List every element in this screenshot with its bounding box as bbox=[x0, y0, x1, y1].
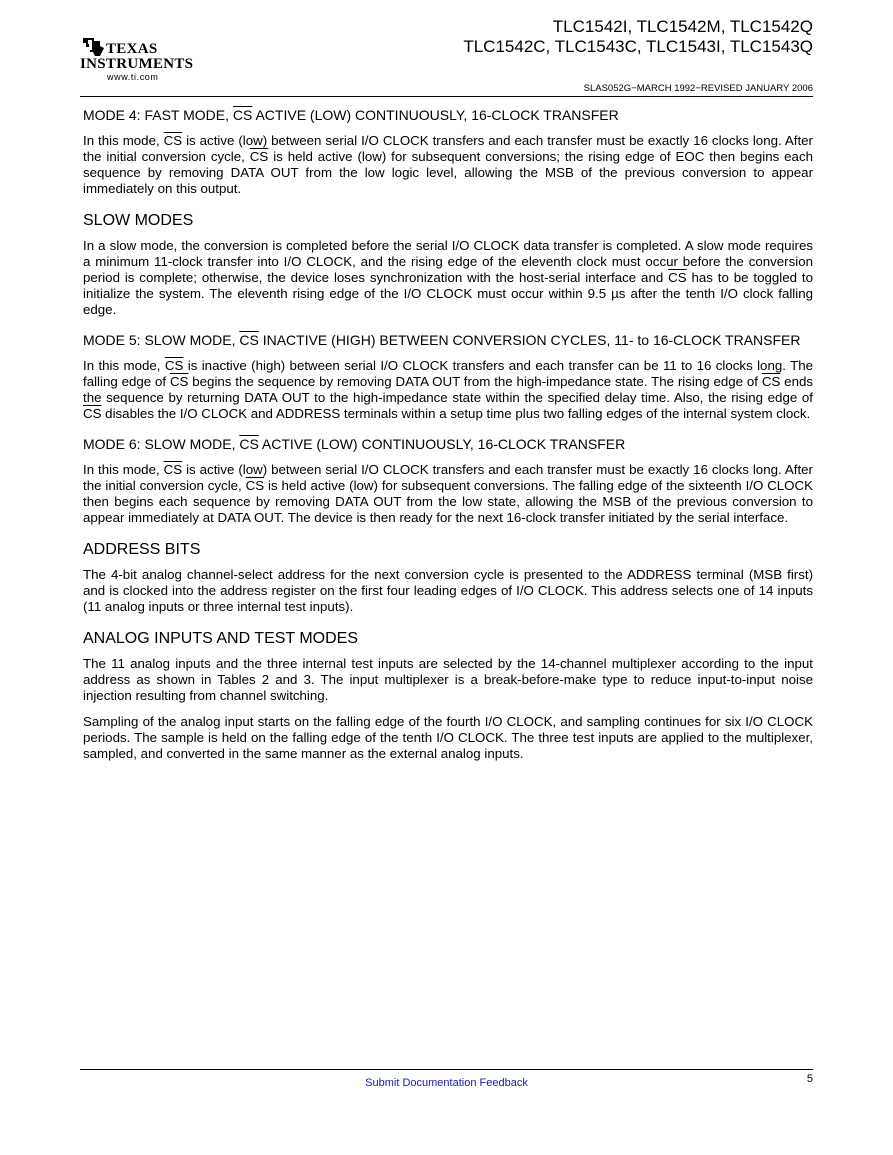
text-run: disables the I/O CLOCK and ADDRESS terminals within a setup time plus two falling edges of the internal system clock. bbox=[101, 406, 811, 421]
footer-divider bbox=[80, 1069, 813, 1070]
cs-overline: CS bbox=[232, 107, 253, 123]
document-title bbox=[463, 17, 813, 57]
text-run: has to be toggled to initialize the system. The eleventh rising edge of the I/O CLOCK must occur within 9.5 µs after the tenth I/O clock falling edge. bbox=[83, 270, 813, 317]
mode5-paragraph bbox=[83, 358, 813, 422]
address-bits-paragraph: The 4-bit analog channel-select address for the next conversion cycle is presented to the ADDRESS terminal (MSB first) and is clocked into the address register on the first four leading edges of I/O CLOCK. This address selects one of 14 inputs (11 analog inputs or three internal test inputs). bbox=[83, 567, 813, 614]
main-content bbox=[83, 107, 813, 772]
mode4-paragraph bbox=[83, 133, 813, 197]
mode5-heading bbox=[83, 332, 813, 349]
cs-overline: CS bbox=[239, 332, 259, 348]
mode6-heading bbox=[83, 436, 813, 453]
mode4-heading bbox=[83, 107, 813, 124]
ti-logo-icon bbox=[80, 36, 106, 58]
cs-overline: CS bbox=[239, 436, 259, 452]
heading-text: ACTIVE (LOW) CONTINUOUSLY, 16-CLOCK TRANSFER bbox=[252, 107, 619, 123]
feedback-link[interactable]: Submit Documentation Feedback bbox=[365, 1077, 528, 1089]
analog-inputs-heading: ANALOG INPUTS AND TEST MODES bbox=[83, 630, 359, 647]
brand-name-line1: TEXAS bbox=[106, 41, 158, 57]
text-run: is active (low) between serial I/O CLOCK transfers and each transfer must be exactly 16 clocks long. After the initial conversion cycle, bbox=[83, 133, 813, 164]
heading-text: ACTIVE (LOW) CONTINUOUSLY, 16-CLOCK TRANSFER bbox=[258, 436, 626, 452]
heading-text: MODE 5: SLOW MODE, bbox=[83, 332, 240, 348]
text-run: In this mode, bbox=[83, 462, 164, 477]
text-run: In this mode, bbox=[83, 358, 165, 373]
text-run: ends the sequence by returning DATA OUT to the high-impedance state within the specified delay time. Also, the rising edge of bbox=[83, 374, 814, 405]
cs-overline: $\overline{CS}$ bbox=[163, 462, 183, 477]
title-line-1: TLC1542I, TLC1542M, TLC1542Q bbox=[552, 17, 813, 36]
brand-name-line2: INSTRUMENTS bbox=[80, 56, 194, 72]
cs-overline: $\overline{CS}$ bbox=[245, 478, 265, 493]
page-number: 5 bbox=[806, 1073, 813, 1085]
ti-logo bbox=[80, 34, 200, 84]
cs-overline: $\overline{CS}$ bbox=[164, 358, 184, 373]
heading-text: INACTIVE (HIGH) BETWEEN CONVERSION CYCLES, 11- to 16-CLOCK TRANSFER bbox=[258, 332, 801, 348]
cs-overline: $\overline{CS}$ bbox=[761, 374, 781, 389]
text-run: is inactive (high) between serial I/O CLOCK transfers and each transfer can be 11 to 16 clocks long. The falling edge of bbox=[83, 358, 813, 389]
cs-overline: $\overline{CS}$ bbox=[249, 149, 269, 164]
text-run: is held active (low) for subsequent conversions. The falling edge of the sixteenth I/O CLOCK then begins each sequence by removing DATA OUT from the low state, allowing the MSB of the previous conversion to appear immediately at DATA OUT. The device is then ready for the next 16-clock transfer initiated by the serial interface. bbox=[83, 478, 814, 525]
mode6-paragraph bbox=[83, 462, 813, 526]
text-run: is active (low) between serial I/O CLOCK transfers and each transfer must be exactly 16 clocks long. After the initial conversion cycle, bbox=[83, 462, 813, 493]
text-run: In this mode, bbox=[83, 133, 164, 148]
heading-text: MODE 6: SLOW MODE, bbox=[83, 436, 240, 452]
brand-url: www.ti.com bbox=[107, 72, 159, 82]
cs-overline: $\overline{CS}$ bbox=[169, 374, 189, 389]
address-bits-heading: ADDRESS BITS bbox=[83, 541, 201, 558]
document-id: SLAS052G−MARCH 1992−REVISED JANUARY 2006 bbox=[583, 83, 813, 94]
analog-inputs-paragraph-2: Sampling of the analog input starts on the falling edge of the fourth I/O CLOCK, and sampling continues for six I/O CLOCK periods. The sample is held on the falling edge of the tenth I/O CLOCK. The three test inputs are applied to the multiplexer, sampled, and converted in the same manner as the external analog inputs. bbox=[83, 714, 813, 761]
cs-overline: $\overline{CS}$ bbox=[668, 270, 687, 285]
cs-overline: $\overline{CS}$ bbox=[163, 133, 183, 148]
slow-modes-paragraph bbox=[83, 238, 813, 318]
text-run: is held active (low) for subsequent conversions; the rising edge of EOC then begins each sequence by removing DATA OUT from the low logic level, allowing the MSB of the previous conversion to appear immediately on this output. bbox=[83, 149, 813, 196]
title-line-2: TLC1542C, TLC1543C, TLC1543I, TLC1543Q bbox=[463, 37, 813, 56]
text-run: begins the sequence by removing DATA OUT from the high-impedance state. The rising edge of bbox=[188, 374, 762, 389]
slow-modes-heading: SLOW MODES bbox=[83, 212, 194, 229]
cs-overline: $\overline{CS}$ bbox=[83, 406, 102, 421]
header-divider bbox=[80, 96, 813, 97]
text-run: In a slow mode, the conversion is completed before the serial I/O CLOCK data transfer is completed. A slow mode requires a minimum 11-clock transfer into I/O CLOCK, and the rising edge of the eleventh clock must occur before the conversion period is complete; otherwise, the device loses synchronization with the host-serial interface and bbox=[83, 238, 813, 285]
analog-inputs-paragraph-1: The 11 analog inputs and the three internal test inputs are selected by the 14-channel multiplexer according to the input address as shown in Tables 2 and 3. The input multiplexer is a break-before-make type to reduce input-to-input noise injection resulting from channel switching. bbox=[83, 656, 813, 703]
heading-text: MODE 4: FAST MODE, bbox=[83, 107, 233, 123]
